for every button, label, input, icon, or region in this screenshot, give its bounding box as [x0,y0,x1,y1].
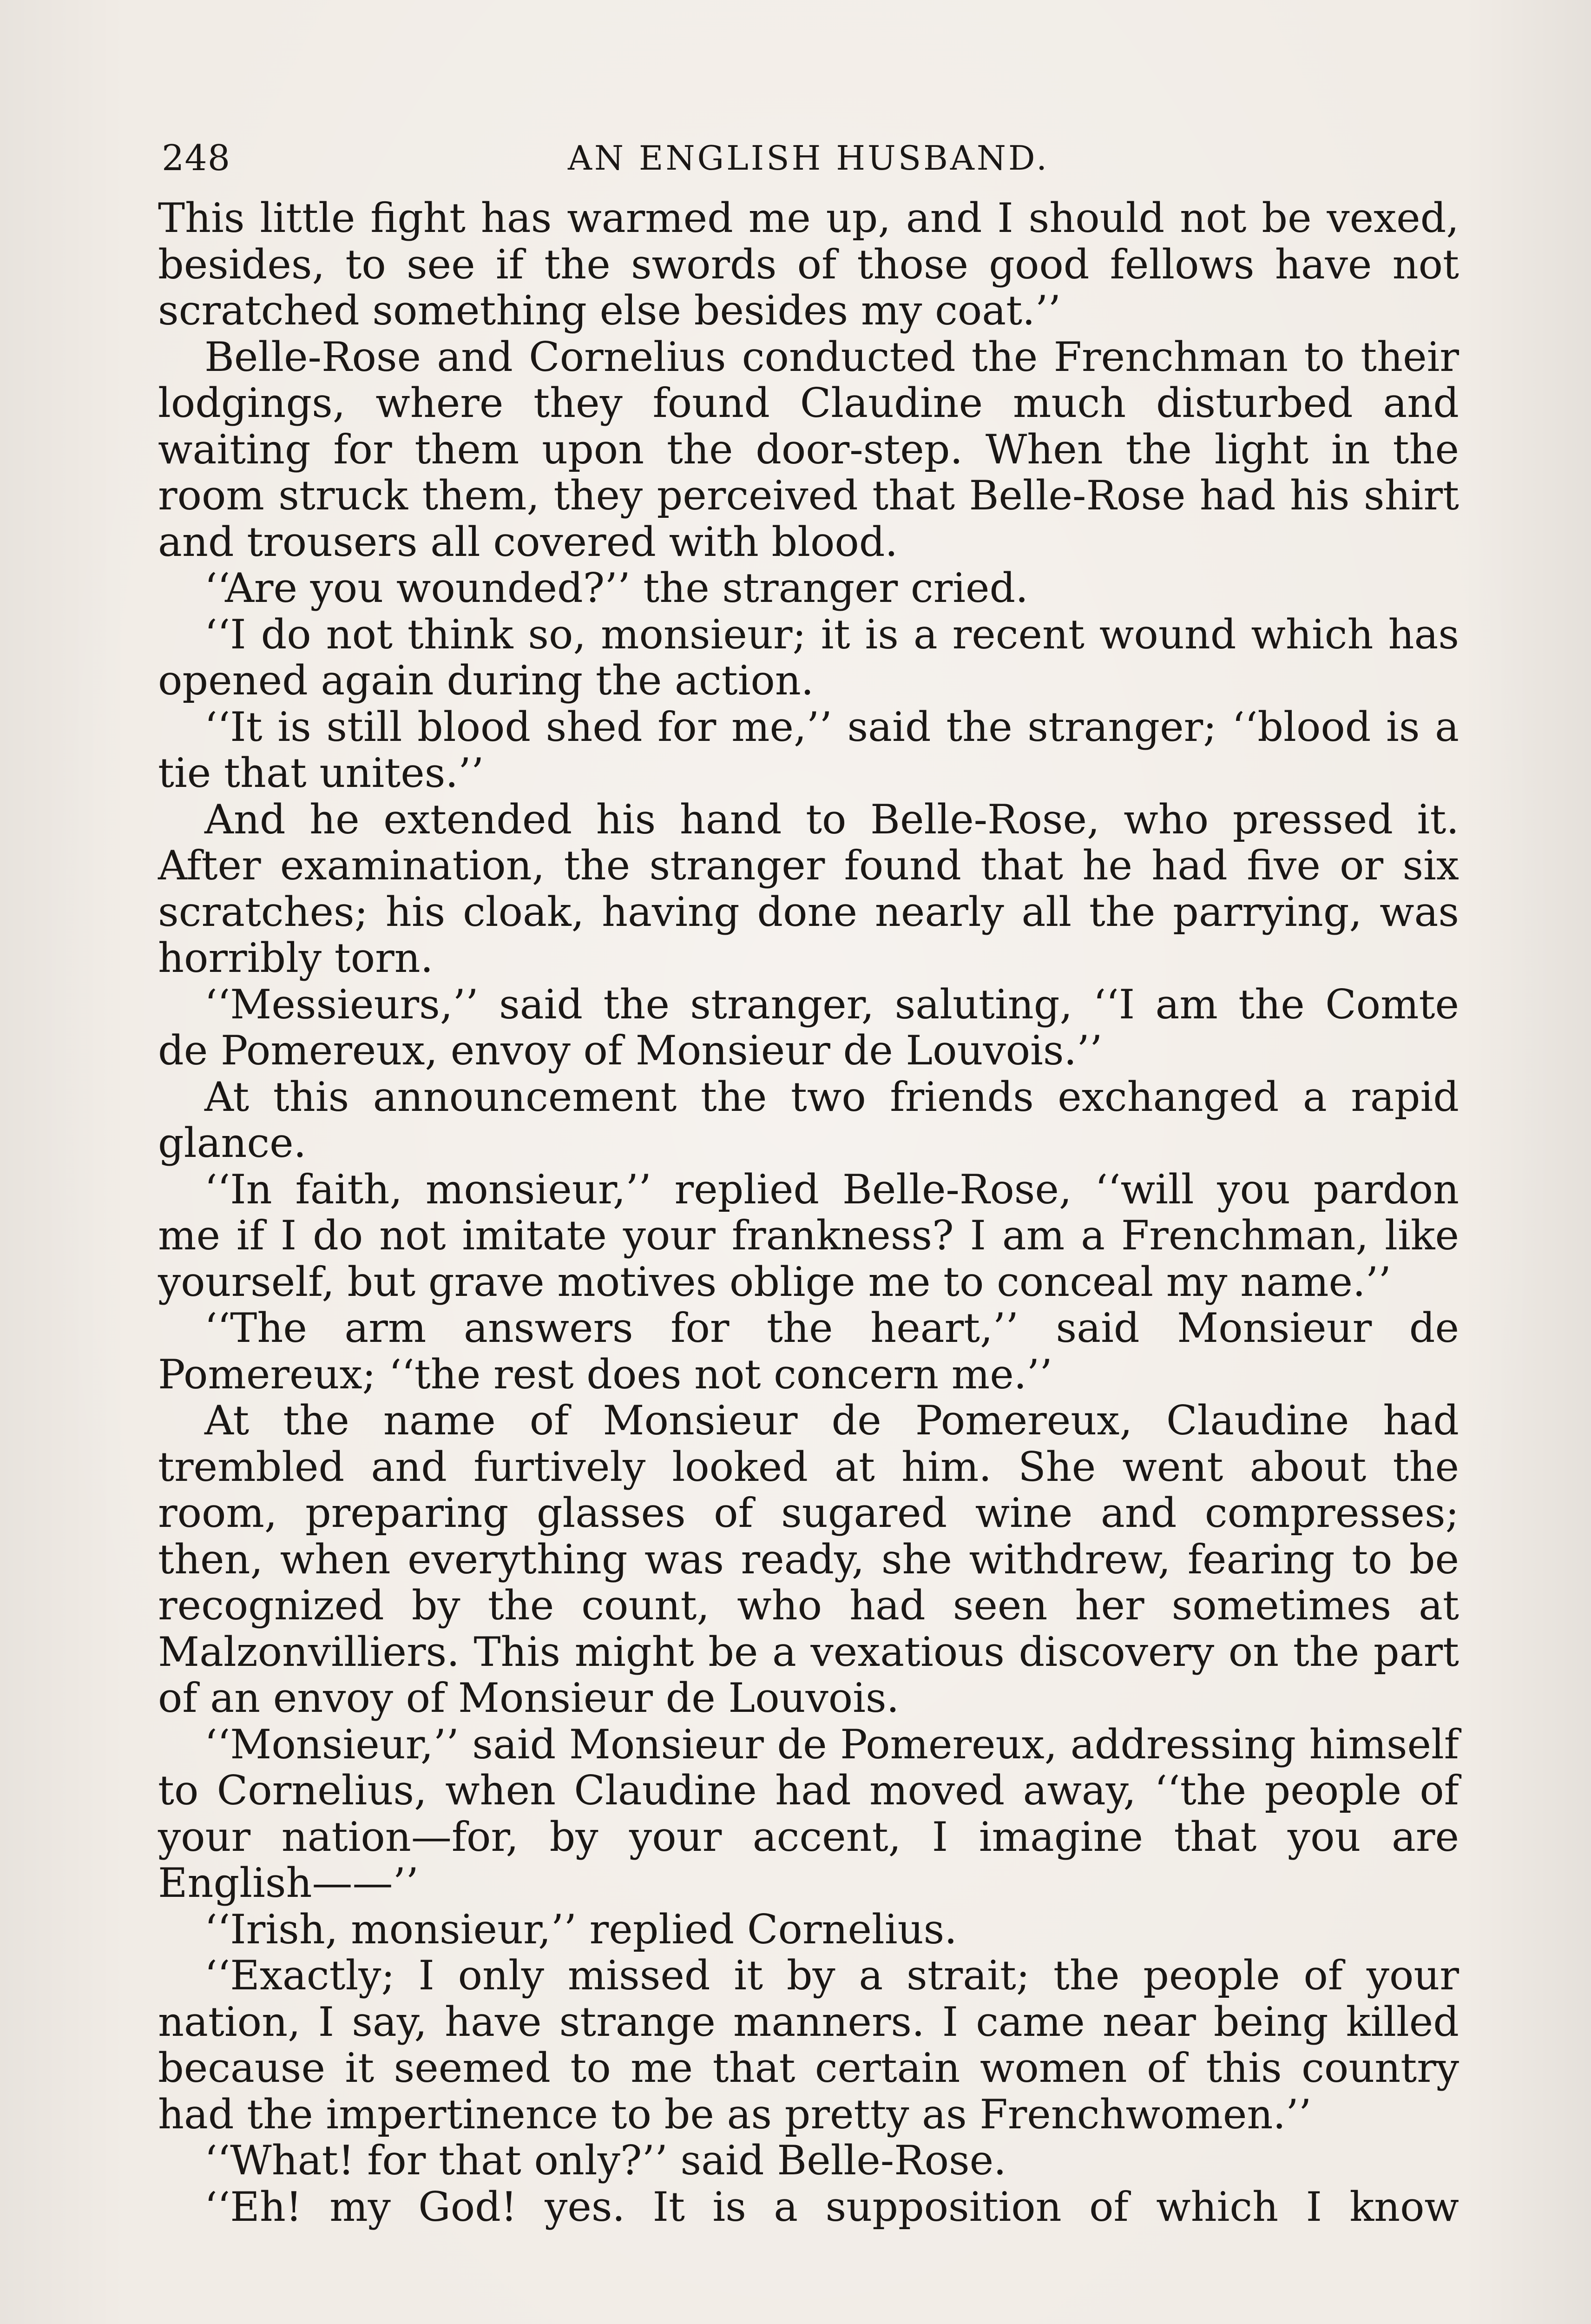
page-number: 248 [162,137,231,178]
paragraph: ‘‘It is still blood shed for me,’’ said the stranger; ‘‘blood is a tie that unites.’’ [158,703,1459,797]
paragraph: ‘‘In faith, monsieur,’’ replied Belle-Rose, ‘‘will you pardon me if I do not imitate your frankness? I am a Frenchman, like yourself, but grave motives oblige me to conceal my name.’’ [158,1165,1459,1306]
paragraph: ‘‘I do not think so, monsieur; it is a recent wound which has opened again during the action. [158,610,1459,704]
paragraph: At this announcement the two friends exchanged a rapid glance. [158,1073,1459,1167]
paragraph: Belle-Rose and Cornelius conducted the Frenchman to their lodgings, where they found Claudine much disturbed and waiting for them upon the door-step. When the light in the room struck them, they perceived that Belle-Rose had his shirt and trousers all covered with blood. [158,333,1459,566]
page-header [158,135,1459,181]
running-title: AN ENGLISH HUSBAND. [568,139,1049,178]
paragraph: ‘‘Eh! my God! yes. It is a supposition of which I know [204,2183,1459,2231]
paragraph: ‘‘Irish, monsieur,’’ replied Cornelius. [204,1905,957,1953]
paragraph: And he extended his hand to Belle-Rose, who pressed it. After examination, the stranger found that he had five or six scratches; his cloak, having done nearly all the parrying, was horribly torn. [158,795,1459,982]
body-text [158,195,1459,2230]
paragraph: ‘‘Are you wounded?’’ the stranger cried. [204,564,1028,612]
paragraph: ‘‘Exactly; I only missed it by a strait; the people of your nation, I say, have strange manners. I came near being killed because it seemed to me that certain women of this country had the impertinence to be as pretty as Frenchwomen.’’ [158,1952,1459,2138]
paragraph: At the name of Monsieur de Pomereux, Claudine had trembled and furtively looked at him. She went about the room, preparing glasses of sugared wine and compresses; then, when everything was ready, she withdrew, fearing to be recognized by the count, who had seen her sometimes at Malzonvilliers. This might be a vexatious discovery on the part of an envoy of Monsieur de Louvois. [158,1397,1459,1722]
paragraph: ‘‘Monsieur,’’ said Monsieur de Pomereux, addressing himself to Cornelius, when Claudine had moved away, ‘‘the people of your nation—for, by your accent, I imagine that you are English——’’ [158,1720,1459,1907]
paragraph: This little fight has warmed me up, and I should not be vexed, besides, to see if the swords of those good fellows have not scratched something else besides my coat.’’ [158,194,1459,334]
paragraph: ‘‘Messieurs,’’ said the stranger, saluting, ‘‘I am the Comte de Pomereux, envoy of Monsieur de Louvois.’’ [158,980,1459,1074]
paragraph: ‘‘What! for that only?’’ said Belle-Rose. [204,2137,1006,2184]
book-page [158,135,1459,2324]
paragraph: ‘‘The arm answers for the heart,’’ said Monsieur de Pomereux; ‘‘the rest does not concern me.’’ [158,1304,1459,1398]
